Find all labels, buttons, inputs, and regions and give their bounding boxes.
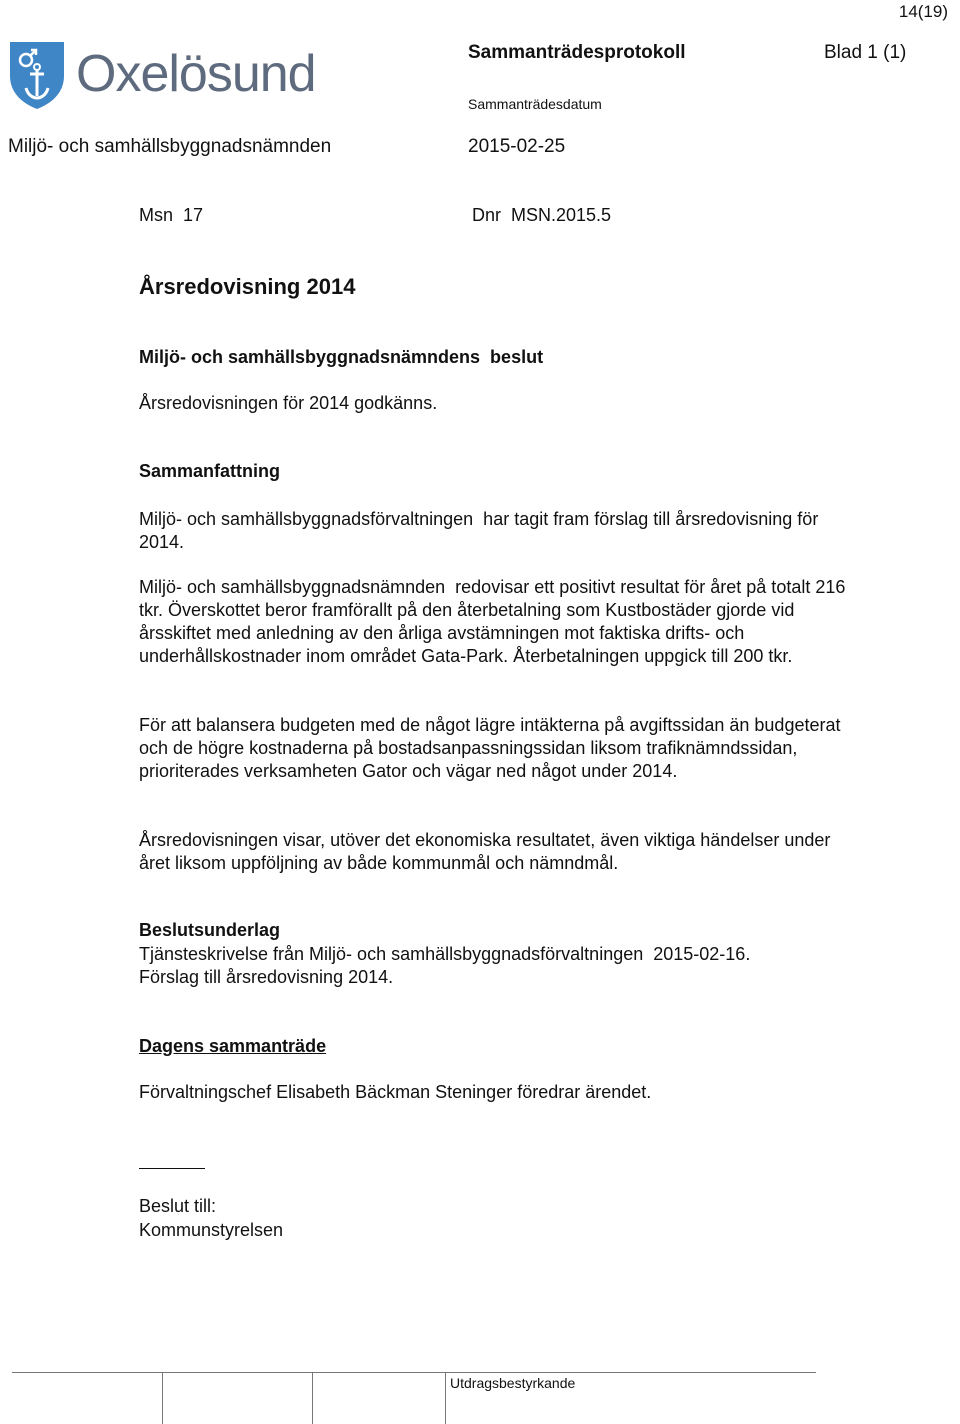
footer-cell-divider <box>312 1372 313 1424</box>
basis-item: Förslag till årsredovisning 2014. <box>139 967 394 987</box>
sheet-number: Blad 1 (1) <box>824 42 907 63</box>
summary-paragraph: För att balansera budgeten med de något lägre intäkterna på avgiftssidan än budgeterat och de högre kostnaderna på bostadsanpassningssidan liksom trafiknämndssidan, prioriterades verksamheten Gator och vägar ned något under 2014. <box>139 715 841 781</box>
meeting-heading: Dagens sammanträde <box>139 1036 327 1056</box>
paragraph-number: Msn 17 <box>139 205 204 225</box>
decision-recipient: Kommunstyrelsen <box>139 1220 284 1240</box>
page-number: 14(19) <box>898 2 948 21</box>
meeting-text: Förvaltningschef Elisabeth Bäckman Steninger föredrar ärendet. <box>139 1082 652 1102</box>
separator-line <box>139 1168 205 1169</box>
basis-item: Tjänsteskrivelse från Miljö- och samhällsbyggnadsförvaltningen 2015-02-16. <box>139 944 751 964</box>
logo-wordmark: Oxelösund <box>76 45 316 103</box>
summary-heading: Sammanfattning <box>139 461 281 481</box>
decision-heading: Miljö- och samhällsbyggnadsnämndens beslut <box>139 347 544 367</box>
committee-name: Miljö- och samhällsbyggnadsnämnden <box>8 136 332 157</box>
summary-paragraph: Miljö- och samhällsbyggnadsförvaltningen har tagit fram förslag till årsredovisning för 2014. <box>139 509 824 552</box>
matter-title: Årsredovisning 2014 <box>139 274 356 299</box>
footer-cell-divider <box>162 1372 163 1424</box>
registration-number: Dnr MSN.2015.5 <box>472 205 612 225</box>
meeting-date-label: Sammanträdesdatum <box>468 96 602 112</box>
footer-cell-divider <box>445 1372 446 1424</box>
certification-label: Utdragsbestyrkande <box>450 1375 576 1391</box>
decision-text: Årsredovisningen för 2014 godkänns. <box>139 393 438 413</box>
coat-of-arms-icon <box>6 40 68 110</box>
decision-to-label: Beslut till: <box>139 1196 217 1216</box>
footer-divider <box>12 1372 816 1373</box>
summary-paragraph: Miljö- och samhällsbyggnadsnämnden redovisar ett positivt resultat för året på totalt 216 tkr. Överskottet beror framförallt på den återbetalning som Kustbostäder gjorde vid årsskiftet med anledning av den årliga avstämningen mot faktiska drifts- och underhållskostnader inom området Gata-Park. Återbetalningen uppgick till 200 tkr. <box>139 577 851 666</box>
document-type: Sammanträdesprotokoll <box>468 42 686 63</box>
basis-heading: Beslutsunderlag <box>139 920 281 940</box>
summary-paragraph: Årsredovisningen visar, utöver det ekonomiska resultatet, även viktiga händelser under året liksom uppföljning av både kommunmål och nämndmål. <box>139 830 831 873</box>
meeting-date: 2015-02-25 <box>468 136 566 157</box>
municipality-logo <box>6 40 68 115</box>
